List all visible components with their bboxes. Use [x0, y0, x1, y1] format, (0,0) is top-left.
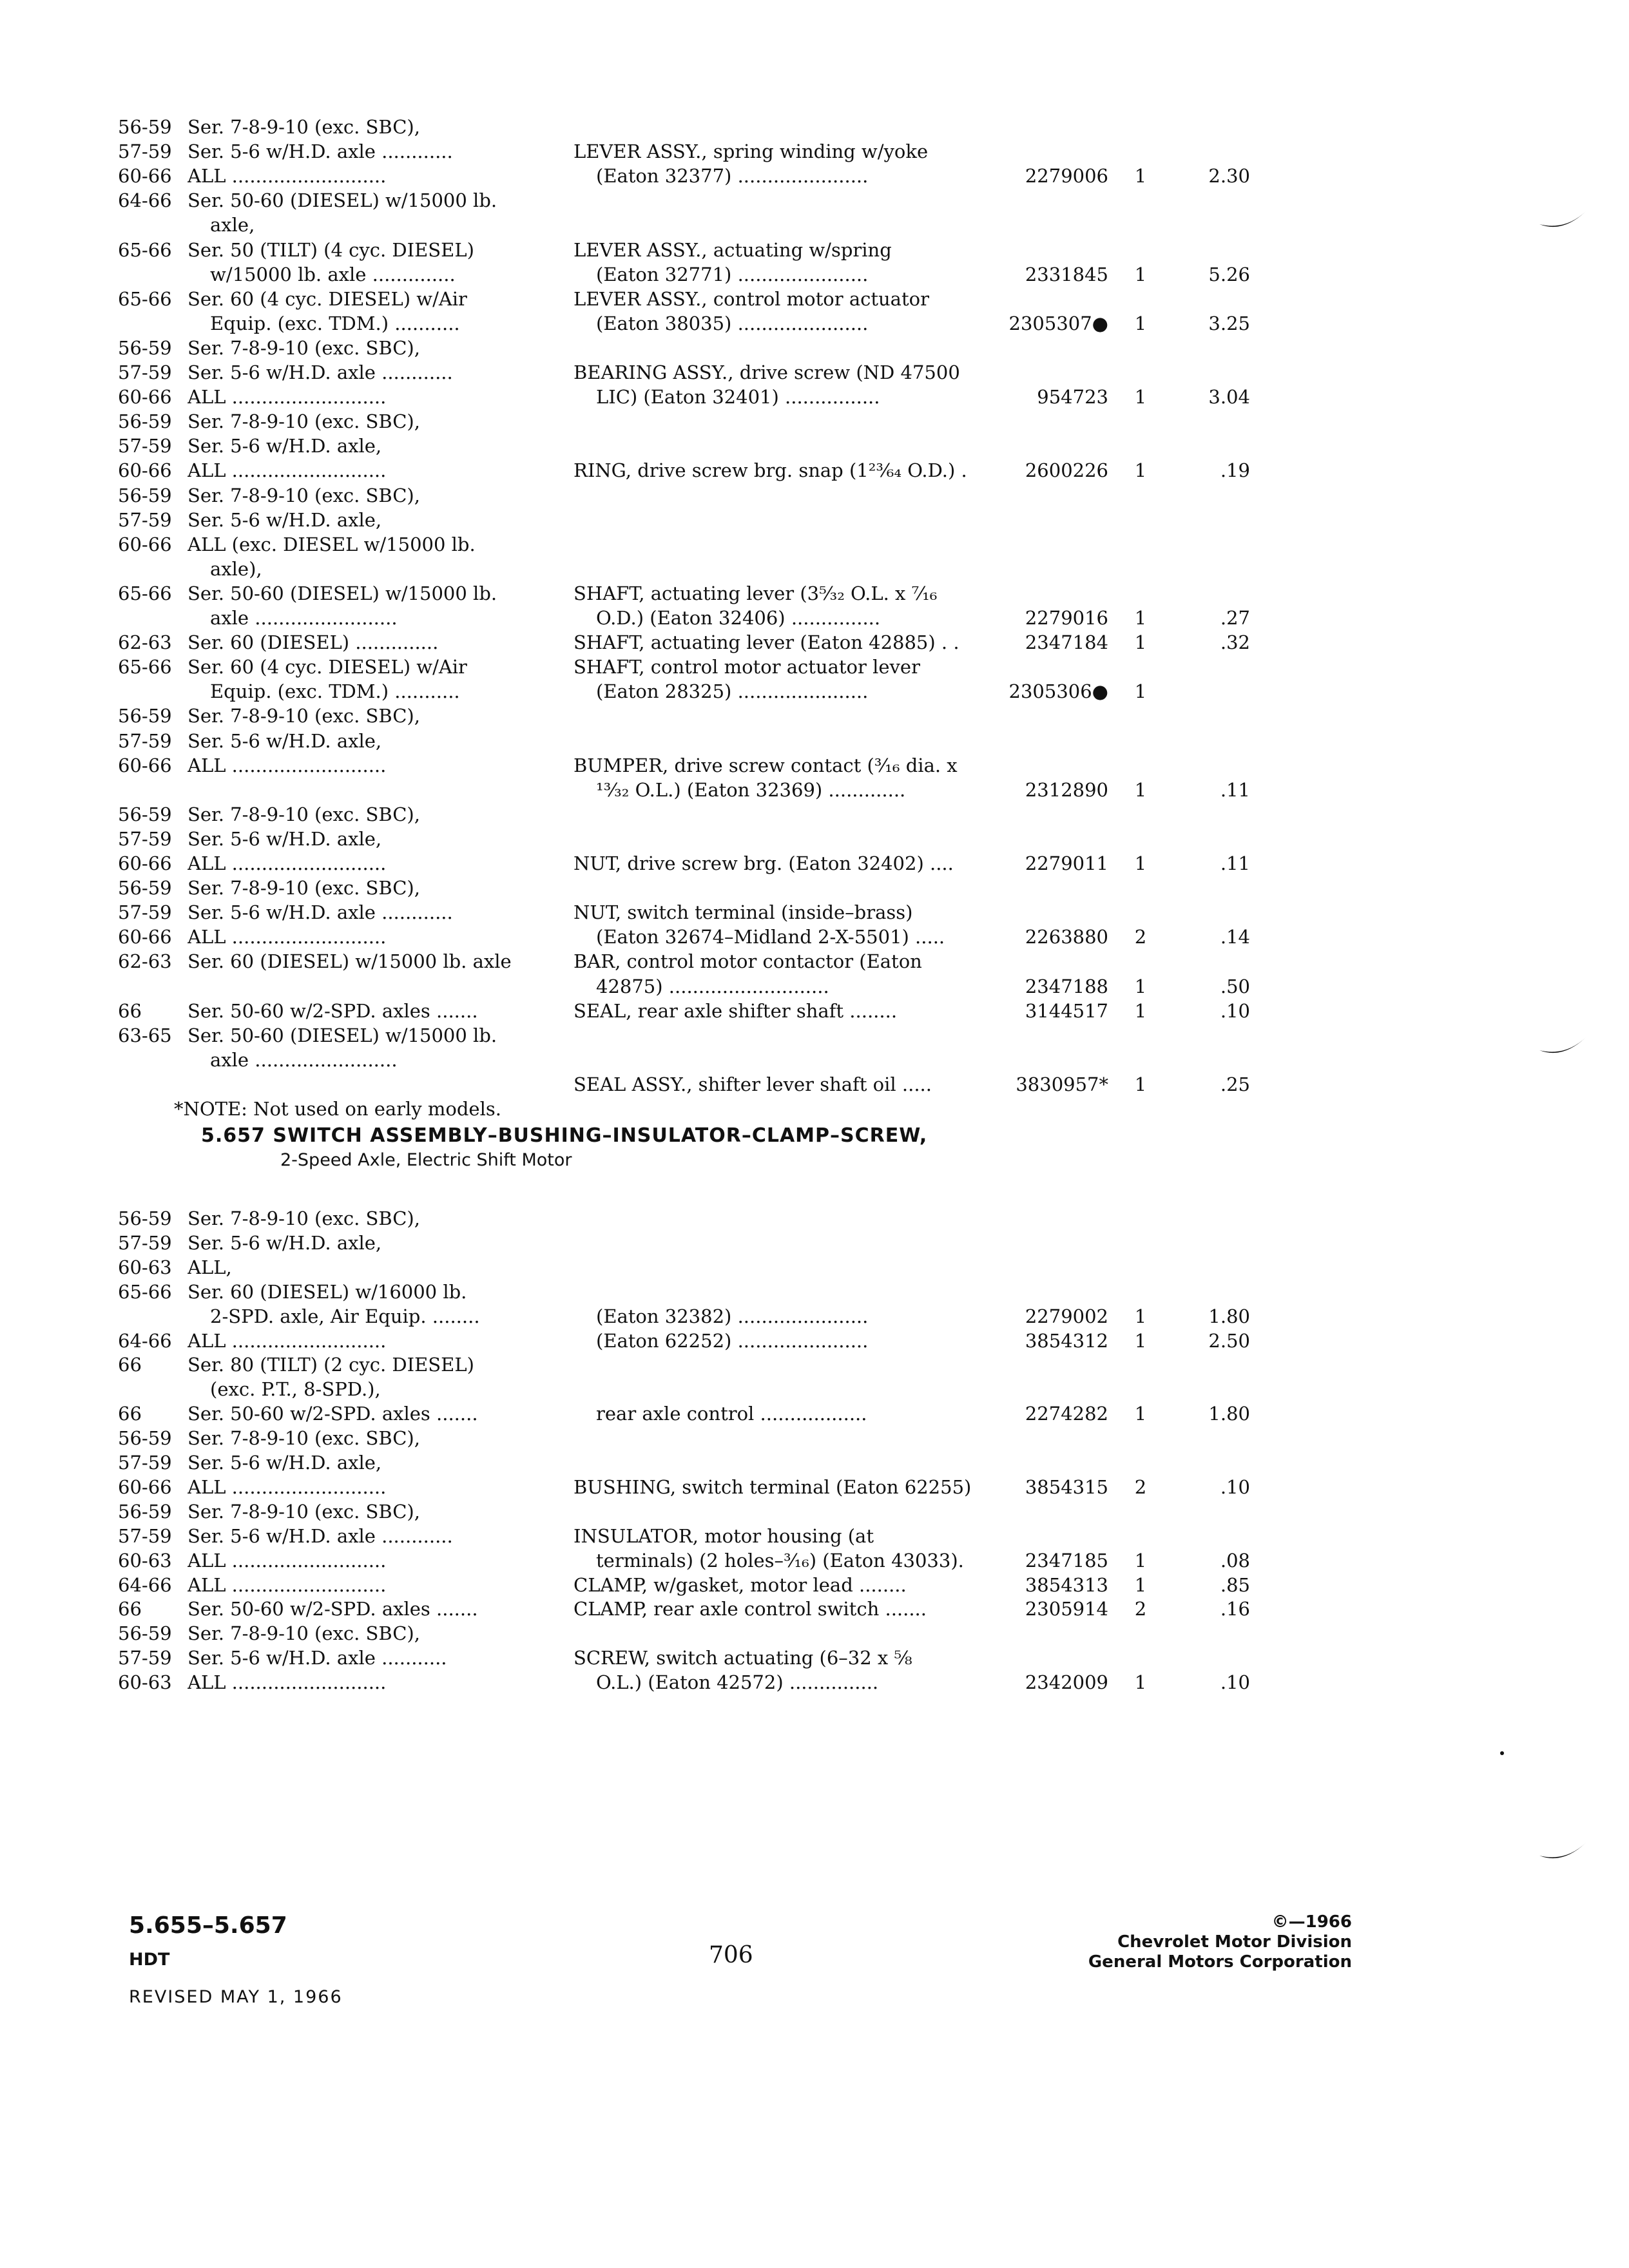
model-years: 60-66: [118, 852, 172, 874]
quantity: 1: [1134, 1573, 1147, 1596]
price: .27: [1220, 607, 1250, 629]
table-row: [0, 508, 1629, 532]
part-description: O.L.) (Eaton 42572) ...............: [596, 1671, 879, 1694]
quantity: 1: [1134, 165, 1147, 187]
model-years: 64-66: [118, 1329, 172, 1352]
model-years: 64-66: [118, 189, 172, 212]
table-row: [0, 1280, 1629, 1304]
table-row: [0, 1597, 1629, 1621]
part-description: NUT, switch terminal (inside–brass): [574, 901, 913, 924]
application: Ser. 5-6 w/H.D. axle ............: [188, 361, 453, 383]
part-number: 3144517: [1025, 999, 1108, 1022]
part-number: 954723: [1037, 386, 1108, 408]
table-row: [0, 238, 1629, 262]
application: Ser. 50 (TILT) (4 cyc. DIESEL): [188, 238, 474, 261]
quantity: 1: [1134, 680, 1147, 703]
quantity: 1: [1134, 459, 1147, 482]
table-row: [0, 704, 1629, 728]
part-description: BAR, control motor contactor (Eaton: [574, 950, 922, 973]
part-description: CLAMP, rear axle control switch .......: [574, 1598, 927, 1620]
part-description: (Eaton 32674–Midland 2-X-5501) .....: [596, 926, 945, 948]
application: ALL ..........................: [188, 1573, 387, 1596]
table-row: [0, 336, 1629, 360]
part-description: LEVER ASSY., spring winding w/yoke: [574, 140, 929, 163]
price: .25: [1220, 1073, 1250, 1095]
part-description: SEAL, rear axle shifter shaft ........: [574, 999, 898, 1022]
table-row: [0, 483, 1629, 508]
table-row: [0, 1670, 1629, 1695]
quantity: 1: [1134, 1671, 1147, 1694]
section-title: 5.657 SWITCH ASSEMBLY–BUSHING–INSULATOR–CLAMP–SCREW,: [201, 1124, 928, 1147]
price: .85: [1220, 1573, 1250, 1596]
application: Ser. 7-8-9-10 (exc. SBC),: [188, 1207, 420, 1229]
application: ALL ..........................: [188, 1671, 387, 1694]
table-row: [0, 753, 1629, 778]
price: 1.80: [1208, 1305, 1250, 1327]
part-description: BEARING ASSY., drive screw (ND 47500: [574, 361, 960, 383]
part-description: LEVER ASSY., control motor actuator: [574, 287, 929, 310]
quantity: 1: [1134, 1073, 1147, 1095]
model-years: 64-66: [118, 1573, 172, 1596]
table-row: [0, 1329, 1629, 1353]
application: Ser. 5-6 w/H.D. axle,: [188, 1231, 382, 1254]
model-years: 65-66: [118, 1280, 172, 1303]
price: .32: [1220, 631, 1250, 654]
application: ALL ..........................: [188, 1329, 387, 1352]
model-years: 65-66: [118, 287, 172, 310]
application: axle ........................: [210, 607, 398, 629]
application: axle),: [210, 557, 262, 580]
model-years: 56-59: [118, 336, 172, 359]
part-number: 2347185: [1025, 1549, 1108, 1571]
application: axle ........................: [210, 1048, 398, 1071]
quantity: 1: [1134, 312, 1147, 334]
model-years: 57-59: [118, 1452, 172, 1474]
application: ALL (exc. DIESEL w/15000 lb.: [188, 533, 476, 555]
application: Ser. 5-6 w/H.D. axle,: [188, 508, 382, 531]
table-row: [0, 1097, 1629, 1121]
part-description: (Eaton 32771) ......................: [596, 263, 869, 285]
table-row: [0, 1231, 1629, 1255]
quantity: 1: [1134, 1305, 1147, 1327]
part-description: (Eaton 62252) ......................: [596, 1329, 869, 1352]
table-row: [0, 1206, 1629, 1231]
application: Ser. 7-8-9-10 (exc. SBC),: [188, 1622, 420, 1645]
application: ALL ..........................: [188, 1475, 387, 1498]
scan-margin-mark-icon: [1537, 1031, 1588, 1063]
model-years: 57-59: [118, 361, 172, 383]
model-years: 66: [118, 1598, 142, 1620]
application: Ser. 50-60 w/2-SPD. axles .......: [188, 999, 478, 1022]
application: ALL ..........................: [188, 165, 387, 187]
table-row: [0, 139, 1629, 164]
application: Ser. 7-8-9-10 (exc. SBC),: [188, 1500, 420, 1523]
model-years: 62-63: [118, 631, 172, 654]
part-description: (Eaton 28325) ......................: [596, 680, 869, 703]
application: Ser. 50-60 w/2-SPD. axles .......: [188, 1403, 478, 1425]
price: 2.30: [1208, 165, 1250, 187]
part-description: SEAL ASSY., shifter lever shaft oil .....: [574, 1073, 932, 1095]
model-years: 60-66: [118, 1475, 172, 1498]
application: Ser. 5-6 w/H.D. axle ............: [188, 1524, 453, 1547]
application: Ser. 50-60 (DIESEL) w/15000 lb.: [188, 1024, 497, 1046]
model-years: 56-59: [118, 705, 172, 727]
price: .11: [1220, 852, 1250, 874]
model-years: 56-59: [118, 877, 172, 899]
part-number: 2347188: [1025, 975, 1108, 997]
part-description: CLAMP, w/gasket, motor lead ........: [574, 1573, 907, 1596]
price: 1.80: [1208, 1403, 1250, 1425]
quantity: 1: [1134, 1403, 1147, 1425]
application: ALL ..........................: [188, 386, 387, 408]
part-description: terminals) (2 holes–³⁄₁₆) (Eaton 43033).: [596, 1549, 964, 1571]
table-row: [0, 188, 1629, 213]
part-description: (Eaton 32382) ......................: [596, 1305, 869, 1327]
quantity: 2: [1134, 1475, 1147, 1498]
table-row: [0, 949, 1629, 974]
part-number: 2342009: [1025, 1671, 1108, 1694]
scan-margin-mark-icon: [1537, 1836, 1588, 1869]
application: Ser. 7-8-9-10 (exc. SBC),: [188, 803, 420, 825]
table-row: [0, 900, 1629, 925]
application: Ser. 7-8-9-10 (exc. SBC),: [188, 705, 420, 727]
part-description: SHAFT, actuating lever (Eaton 42885) . .: [574, 631, 959, 654]
part-number: 2305306●: [1008, 680, 1108, 703]
part-number: 2279016: [1025, 607, 1108, 629]
part-description: LIC) (Eaton 32401) ................: [596, 386, 880, 408]
model-years: 56-59: [118, 803, 172, 825]
price: .10: [1220, 999, 1250, 1022]
application: Ser. 60 (DIESEL) ..............: [188, 631, 439, 654]
table-row: [0, 1048, 1629, 1072]
quantity: 1: [1134, 975, 1147, 997]
application: Ser. 60 (4 cyc. DIESEL) w/Air: [188, 287, 467, 310]
table-row: [0, 1377, 1629, 1401]
table-row: [0, 262, 1629, 287]
application: Ser. 60 (DIESEL) w/15000 lb. axle: [188, 950, 512, 973]
part-description: INSULATOR, motor housing (at: [574, 1524, 874, 1547]
footer-copyright: ©—1966: [1271, 1912, 1352, 1932]
model-years: 66: [118, 999, 142, 1022]
model-years: 60-66: [118, 386, 172, 408]
part-description: SHAFT, actuating lever (3⁵⁄₃₂ O.L. x ⁷⁄₁₆: [574, 582, 938, 604]
part-description: 42875) ...........................: [596, 975, 829, 997]
part-description: BUSHING, switch terminal (Eaton 62255): [574, 1475, 972, 1498]
part-number: 2279006: [1025, 165, 1108, 187]
table-row: [0, 1524, 1629, 1548]
table-row: [0, 876, 1629, 900]
model-years: 56-59: [118, 1427, 172, 1450]
part-description: rear axle control ..................: [596, 1403, 867, 1425]
footer-division: Chevrolet Motor Division: [1117, 1932, 1352, 1952]
table-row: [0, 1401, 1629, 1426]
application: ALL ..........................: [188, 926, 387, 948]
quantity: 1: [1134, 631, 1147, 654]
model-years: 62-63: [118, 950, 172, 973]
model-years: 57-59: [118, 1524, 172, 1547]
table-row: [0, 360, 1629, 385]
part-number: 2600226: [1025, 459, 1108, 482]
table-row: [0, 630, 1629, 655]
quantity: 1: [1134, 852, 1147, 874]
application: Ser. 7-8-9-10 (exc. SBC),: [188, 336, 420, 359]
quantity: 1: [1134, 999, 1147, 1022]
footer-publisher: [1088, 1912, 1352, 1972]
part-number: 3830957*: [1016, 1073, 1108, 1095]
part-number: 3854315: [1025, 1475, 1108, 1498]
part-number: 2347184: [1025, 631, 1108, 654]
model-years: 57-59: [118, 729, 172, 752]
part-number: 2312890: [1025, 778, 1108, 801]
application: ALL ..........................: [188, 852, 387, 874]
table-row: [0, 1573, 1629, 1597]
table-row: [0, 606, 1629, 630]
table-row: [0, 581, 1629, 606]
application: ALL,: [188, 1256, 232, 1278]
application: Ser. 5-6 w/H.D. axle,: [188, 1452, 382, 1474]
table-row: [0, 1304, 1629, 1329]
model-years: 56-59: [118, 484, 172, 506]
quantity: 1: [1134, 778, 1147, 801]
price: .14: [1220, 926, 1250, 948]
table-row: [0, 1352, 1629, 1377]
table-row: [0, 778, 1629, 802]
scan-speck-icon: [1498, 1749, 1506, 1757]
footnote: *NOTE: Not used on early models.: [174, 1098, 501, 1120]
table-row: [0, 1499, 1629, 1524]
application: Ser. 5-6 w/H.D. axle,: [188, 729, 382, 752]
application: axle,: [210, 214, 255, 236]
part-number: 2279002: [1025, 1305, 1108, 1327]
application: Ser. 7-8-9-10 (exc. SBC),: [188, 484, 420, 506]
application: ALL ..........................: [188, 1549, 387, 1571]
application: Ser. 80 (TILT) (2 cyc. DIESEL): [188, 1354, 474, 1376]
model-years: 57-59: [118, 140, 172, 163]
table-row: [0, 1426, 1629, 1450]
table-row: [0, 1450, 1629, 1475]
table-row: [0, 434, 1629, 458]
price: .10: [1220, 1475, 1250, 1498]
application: Ser. 7-8-9-10 (exc. SBC),: [188, 410, 420, 433]
table-row: [0, 802, 1629, 827]
part-description: SCREW, switch actuating (6–32 x ⅝: [574, 1647, 912, 1669]
application: Ser. 5-6 w/H.D. axle ............: [188, 140, 453, 163]
model-years: 60-66: [118, 926, 172, 948]
application: Ser. 50-60 w/2-SPD. axles .......: [188, 1598, 478, 1620]
table-row: [0, 1548, 1629, 1573]
application: Ser. 60 (4 cyc. DIESEL) w/Air: [188, 656, 467, 678]
application: Equip. (exc. TDM.) ...........: [210, 312, 460, 334]
model-years: 57-59: [118, 827, 172, 850]
application: Equip. (exc. TDM.) ...........: [210, 680, 460, 703]
model-years: 60-66: [118, 754, 172, 776]
quantity: 1: [1134, 1549, 1147, 1571]
price: .11: [1220, 778, 1250, 801]
part-number: 2279011: [1025, 852, 1108, 874]
table-row: [0, 213, 1629, 237]
part-description: BUMPER, drive screw contact (³⁄₁₆ dia. x: [574, 754, 958, 776]
page-number: 706: [709, 1942, 753, 1968]
part-description: SHAFT, control motor actuator lever: [574, 656, 920, 678]
model-years: 60-63: [118, 1671, 172, 1694]
application: Ser. 5-6 w/H.D. axle,: [188, 435, 382, 457]
application: 2-SPD. axle, Air Equip. ........: [210, 1305, 480, 1327]
application: Ser. 60 (DIESEL) w/16000 lb.: [188, 1280, 467, 1303]
table-row: [0, 925, 1629, 949]
section-subtitle: 2-Speed Axle, Electric Shift Motor: [280, 1150, 572, 1170]
table-row: [0, 311, 1629, 336]
model-years: 65-66: [118, 582, 172, 604]
part-description: NUT, drive screw brg. (Eaton 32402) ....: [574, 852, 954, 874]
part-number: 2274282: [1025, 1403, 1108, 1425]
model-years: 65-66: [118, 656, 172, 678]
quantity: 1: [1134, 607, 1147, 629]
application: Ser. 7-8-9-10 (exc. SBC),: [188, 877, 420, 899]
price: 3.25: [1208, 312, 1250, 334]
application: Ser. 5-6 w/H.D. axle ...........: [188, 1647, 447, 1669]
table-row: [0, 287, 1629, 311]
application: Ser. 50-60 (DIESEL) w/15000 lb.: [188, 582, 497, 604]
part-number: 2305307●: [1008, 312, 1108, 334]
footer-revised-date: REVISED MAY 1, 1966: [129, 1987, 343, 2007]
quantity: 1: [1134, 263, 1147, 285]
model-years: 66: [118, 1403, 142, 1425]
model-years: 60-66: [118, 533, 172, 555]
table-row: [0, 1023, 1629, 1048]
part-description: LEVER ASSY., actuating w/spring: [574, 238, 892, 261]
part-number: 3854313: [1025, 1573, 1108, 1596]
table-row: [0, 532, 1629, 557]
model-years: 57-59: [118, 508, 172, 531]
price: .08: [1220, 1549, 1250, 1571]
table-row: [0, 1072, 1629, 1097]
table-row: [0, 974, 1629, 999]
model-years: 57-59: [118, 1647, 172, 1669]
model-years: 57-59: [118, 1231, 172, 1254]
model-years: 60-63: [118, 1256, 172, 1278]
price: .19: [1220, 459, 1250, 482]
footer-corporation: General Motors Corporation: [1088, 1952, 1352, 1972]
table-row: [0, 679, 1629, 704]
model-years: 56-59: [118, 116, 172, 138]
application: Ser. 5-6 w/H.D. axle,: [188, 827, 382, 850]
part-description: O.D.) (Eaton 32406) ...............: [596, 607, 881, 629]
application: ALL ..........................: [188, 754, 387, 776]
model-years: 60-66: [118, 165, 172, 187]
table-row: [0, 557, 1629, 581]
application: Ser. 50-60 (DIESEL) w/15000 lb.: [188, 189, 497, 212]
table-row: [0, 164, 1629, 188]
model-years: 57-59: [118, 435, 172, 457]
application: Ser. 7-8-9-10 (exc. SBC),: [188, 116, 420, 138]
application: ALL ..........................: [188, 459, 387, 482]
price: .16: [1220, 1598, 1250, 1620]
price: 3.04: [1208, 386, 1250, 408]
model-years: 65-66: [118, 238, 172, 261]
price: 5.26: [1208, 263, 1250, 285]
table-row: [0, 1621, 1629, 1646]
part-description: ¹³⁄₃₂ O.L.) (Eaton 32369) .............: [596, 778, 906, 801]
model-years: 56-59: [118, 410, 172, 433]
application: Ser. 7-8-9-10 (exc. SBC),: [188, 1427, 420, 1450]
quantity: 1: [1134, 386, 1147, 408]
part-number: 2331845: [1025, 263, 1108, 285]
application: (exc. P.T., 8-SPD.),: [210, 1378, 381, 1401]
table-row: [0, 385, 1629, 409]
model-years: 56-59: [118, 1622, 172, 1645]
scan-margin-mark-icon: [1537, 205, 1588, 237]
table-row: [0, 851, 1629, 876]
model-years: 60-66: [118, 459, 172, 482]
quantity: 1: [1134, 1329, 1147, 1352]
model-years: 60-63: [118, 1549, 172, 1571]
model-years: 66: [118, 1354, 142, 1376]
price: .10: [1220, 1671, 1250, 1694]
footer-model: HDT: [129, 1950, 170, 1970]
table-row: [0, 999, 1629, 1023]
model-years: 57-59: [118, 901, 172, 924]
model-years: 56-59: [118, 1207, 172, 1229]
table-row: [0, 1255, 1629, 1280]
application: Ser. 5-6 w/H.D. axle ............: [188, 901, 453, 924]
part-number: 2305914: [1025, 1598, 1108, 1620]
table-row: [0, 655, 1629, 679]
part-number: 3854312: [1025, 1329, 1108, 1352]
quantity: 2: [1134, 926, 1147, 948]
price: 2.50: [1208, 1329, 1250, 1352]
part-number: 2263880: [1025, 926, 1108, 948]
table-row: [0, 1646, 1629, 1670]
part-description: (Eaton 32377) ......................: [596, 165, 869, 187]
part-description: RING, drive screw brg. snap (1²³⁄₆₄ O.D.) .: [574, 459, 967, 482]
price: .50: [1220, 975, 1250, 997]
table-row: [0, 458, 1629, 483]
table-row: [0, 409, 1629, 434]
table-row: [0, 827, 1629, 851]
table-row: [0, 1475, 1629, 1499]
table-row: [0, 115, 1629, 139]
model-years: 63-65: [118, 1024, 172, 1046]
footer-section-range: 5.655–5.657: [129, 1912, 287, 1939]
table-row: [0, 729, 1629, 753]
model-years: 56-59: [118, 1500, 172, 1523]
quantity: 2: [1134, 1598, 1147, 1620]
part-description: (Eaton 38035) ......................: [596, 312, 869, 334]
application: w/15000 lb. axle ..............: [210, 263, 456, 285]
